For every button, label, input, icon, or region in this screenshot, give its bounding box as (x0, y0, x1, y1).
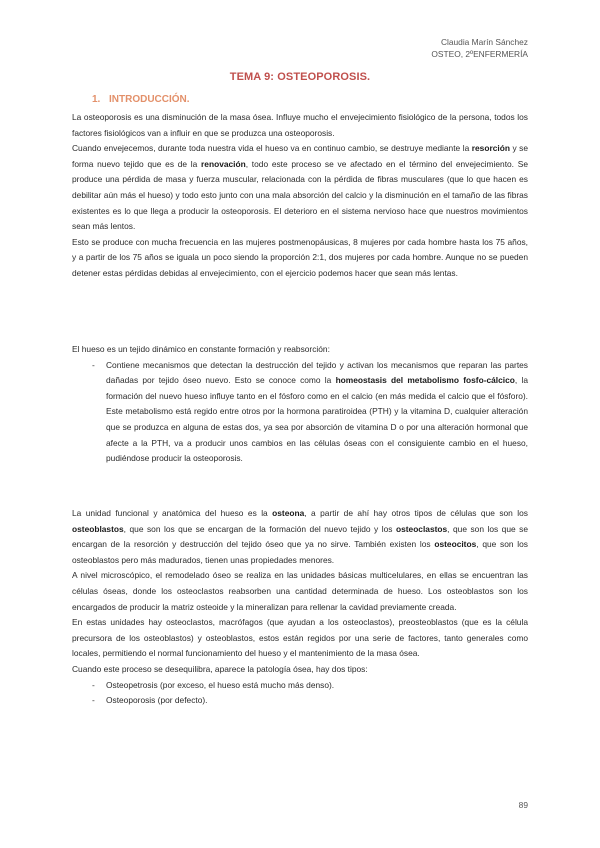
page-header (431, 36, 528, 60)
list-item: - Osteoporosis (por defecto). (72, 693, 528, 709)
paragraph-8: Cuando este proceso se desequilibra, aparece la patología ósea, hay dos tipos: (72, 663, 368, 674)
paragraph-7: En estas unidades hay osteoclastos, macrófagos (que ayudan a los osteoclastos), preosteoblastos (que es la célula precursora de los osteoblastos) y osteoblastos, estos están regidos por una serie de factores, tanto generales como locales, permitiendo el normal funcionamiento del hueso y el mantenimiento de la masa ósea. (72, 617, 528, 659)
term-osteocitos: osteocitos (434, 539, 477, 550)
paragraph-6: A nivel microscópico, el remodelado óseo se realiza en las unidades básicas multicelulares, en ellas se encuentran las células óseas, donde los osteoclastos reabsorben una cantidad determinada de hueso. Los osteoblastos son los encargados de producir la matriz osteoide y la mineralizan para rellenar la cavidad previamente creada. (72, 570, 528, 612)
cells-block (72, 506, 528, 709)
section-label: INTRODUCCIÓN. (109, 94, 190, 105)
term-osteoclastos: osteoclastos (395, 523, 448, 534)
paragraph-3: Esto se produce con mucha frecuencia en las mujeres postmenopáusicas, 8 mujeres por cada hombre hasta los 75 años, y a partir de los 75 años se iguala un poco siendo la proporción 2:1, dos mujeres por cada hombre. Aunque no se pueden detener estas pérdidas debidas al envejecimiento, con el ejercicio podemos hacer que sean más lentas. (72, 236, 528, 278)
text-span: Contiene mecanismos que detectan la destrucción del tejido y activan los mecanismos que reparan las partes dañadas por tejido óseo nuevo. Esto se conoce como la (106, 359, 528, 386)
text-span: , que son los osteoblastos pero más madurados, tienen unas propiedades menores. (72, 539, 528, 565)
text-span: , a partir de ahí hay otros tipos de células que son los (304, 508, 528, 518)
bone-dynamics-block (72, 342, 528, 467)
term-renovacion: renovación (201, 158, 246, 169)
paragraph-1: La osteoporosis es una disminución de la masa ósea. Influye mucho el envejecimiento fisiológico de la persona, todos los factores fisiológicos van a influir en que se produzca una osteoporosis. (72, 112, 528, 138)
paragraph-4: El hueso es un tejido dinámico en constante formación y reabsorción: (72, 344, 330, 354)
term-osteona: osteona (272, 508, 305, 518)
text-span: , que son los que se encargan de la formación del nuevo tejido y los (123, 523, 396, 534)
page-title: TEMA 9: OSTEOPOROSIS. (229, 71, 371, 83)
paragraph-2 (72, 141, 528, 235)
section-number: 1. (92, 94, 101, 105)
text-span: , que son los que se encargan de la resorción y destrucción del tejido óseo que ya no sirve. También existen los (72, 523, 529, 550)
text-span: , todo este proceso se ve afectado en el término del envejecimiento. Se produce una pérdida de masa y fuerza muscular, relacionada con la pérdida de fibras musculares (que lo que hacen es debilitar aún más el hueso) y todo esto junto con una mala absorción del calcio y la disminución en el tamaño de las fibras existentes es lo que llega a producir la osteoporosis. El deterioro en el sistema nervioso hace que nuestros movimientos sean más lentos. (72, 158, 528, 232)
text-span: La unidad funcional y anatómica del hueso es la (72, 508, 273, 518)
mechanism-list (72, 358, 528, 467)
paragraph-5 (72, 506, 528, 568)
text-span: y se forma nuevo tejido que es de la (72, 143, 529, 169)
list-item (72, 358, 528, 467)
header-author: Claudia Marín Sánchez (440, 37, 528, 47)
text-span: Cuando envejecemos, durante toda nuestra vida el hueso va en continuo cambio, se destruye mediante la (72, 143, 472, 154)
list-item: - Osteopetrosis (por exceso, el hueso está mucho más denso). (72, 678, 528, 694)
section-heading (92, 94, 190, 105)
term-osteoblastos: osteoblastos (72, 523, 124, 534)
header-course: OSTEO, 2ºENFERMERÍA (431, 49, 528, 59)
page-number: 89 (518, 800, 528, 810)
intro-block (72, 110, 528, 282)
pathology-types-list (72, 678, 528, 709)
term-resorcion: resorción (471, 143, 510, 154)
term-homeostasis: homeostasis del metabolismo fosfo-cálcico (335, 375, 515, 386)
text-span: , la formación del nuevo hueso influye tanto en el fósforo como en el calcio (en más medida el calcio que el fósforo). Este metabolismo está regido entre otros por la hormona paratiroidea (PTH) y la vitamina D, cualquier alteración que se produzca en alguna de estas dos, ya sea por absorción de vitamina D o por una alteración hormonal que afecte a la PTH, va a producir unos cambios en las células óseas con el consiguiente cambio en el hueso, pudiéndose producir la osteoporosis. (106, 375, 528, 464)
